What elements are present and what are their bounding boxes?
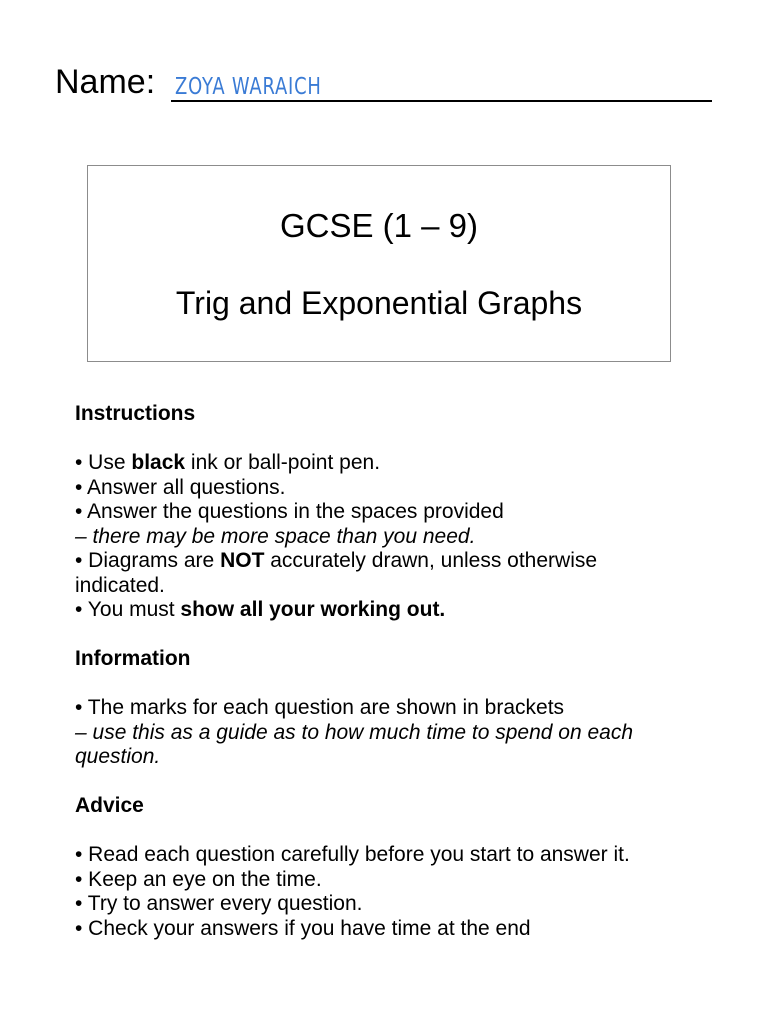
name-handwritten-value: ZOYA WARAICH — [175, 74, 322, 100]
exam-level: GCSE (1 – 9) — [279, 207, 479, 244]
instruction-item-continued: indicated. — [75, 573, 165, 597]
information-item: • The marks for each question are shown in brackets — [75, 696, 565, 719]
advice-item: • Check your answers if you have time at the end — [75, 916, 531, 940]
advice-item: • Keep an eye on the time. — [75, 867, 322, 891]
information-note: – use this as a guide as to how much time to spend on each — [75, 720, 634, 744]
instructions-heading: Instructions — [75, 402, 196, 425]
advice-item: • Try to answer every question. — [75, 892, 363, 915]
title-box — [87, 165, 671, 362]
instruction-note: – there may be more space than you need. — [75, 524, 476, 548]
advice-item: • Read each question carefully before you start to answer it. — [75, 843, 630, 866]
instruction-item: • Use black ink or ball-point pen. — [75, 451, 381, 474]
name-underline — [171, 100, 712, 102]
front-page-text — [75, 402, 725, 941]
name-row — [55, 60, 715, 110]
instruction-item: • Diagrams are NOT accurately drawn, unless otherwise — [75, 549, 598, 572]
information-heading: Information — [75, 647, 191, 670]
instruction-item: • You must show all your working out. — [75, 598, 446, 621]
paper-title: Trig and Exponential Graphs — [175, 285, 583, 321]
instruction-item: • Answer all questions. — [75, 475, 286, 499]
instruction-item: • Answer the questions in the spaces provided — [75, 500, 504, 523]
information-note-continued: question. — [75, 745, 161, 768]
advice-heading: Advice — [75, 794, 144, 817]
name-label: Name: — [55, 63, 156, 101]
